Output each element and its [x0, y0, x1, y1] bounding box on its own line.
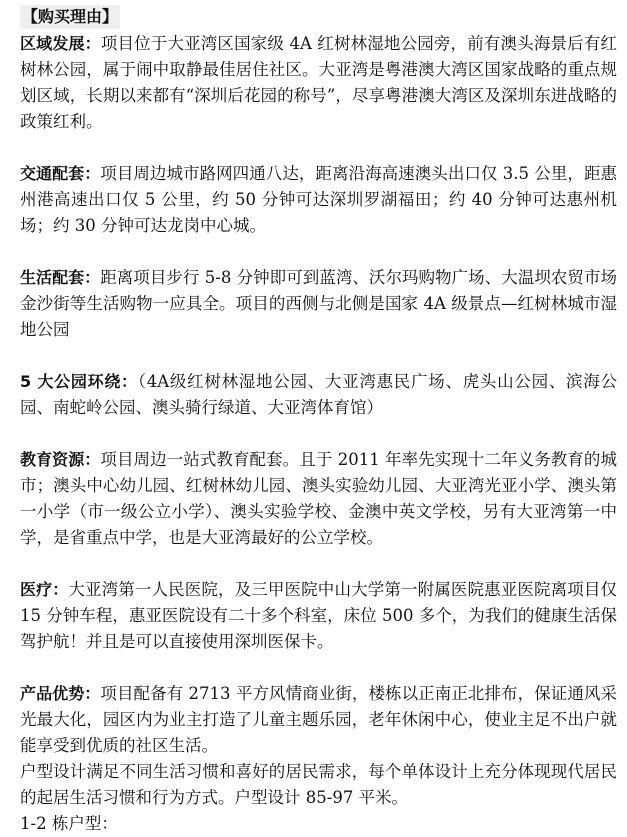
- label-product: 产品优势：: [20, 684, 101, 703]
- label-education: 教育资源：: [20, 450, 101, 469]
- paragraph-product: [20, 681, 617, 759]
- label-living: 生活配套：: [20, 268, 101, 287]
- paragraph-living: [20, 265, 617, 343]
- label-parks: 5 大公园环绕：: [20, 372, 138, 391]
- paragraph-medical: [20, 577, 617, 655]
- text-floorplan-design: 户型设计满足不同生活习惯和喜好的居民需求，每个单体设计上充分体现现代居民的起居生活习惯和行为方式。户型设计 85-97 平米。: [20, 762, 617, 807]
- label-area-development: 区域发展：: [20, 34, 101, 53]
- text-living: 距离项目步行 5-8 分钟即可到蓝湾、沃尔玛购物广场、大温坝农贸市场金沙街等生活购物一应具全。项目的西侧与北侧是国家 4A 级景点—红树林城市湿地公园: [20, 268, 617, 339]
- text-building-types: 1-2 栋户型：: [20, 814, 118, 833]
- text-education: 项目周边一站式教育配套。且于 2011 年率先实现十二年义务教育的城市；澳头中心幼儿园、红树林幼儿园、澳头实验幼儿园、大亚湾光亚小学、澳头第一小学（市一级公立小学）、澳头实验学校、金澳中英文学校，另有大亚湾第一中学，是省重点中学，也是大亚湾最好的公立学校。: [20, 450, 617, 547]
- text-medical: 大亚湾第一人民医院，及三甲医院中山大学第一附属医院惠亚医院离项目仅 15 分钟车程，惠亚医院设有二十多个科室，床位 500 多个，为我们的健康生活保驾护航！并且是可以直接使用深圳医保卡。: [20, 580, 617, 651]
- text-parks: （4A级红树林湿地公园、大亚湾惠民广场、虎头山公园、滨海公园、南蛇岭公园、澳头骑行绿道、大亚湾体育馆）: [20, 372, 617, 417]
- label-medical: 医疗：: [20, 580, 69, 599]
- paragraph-area-development: [20, 31, 617, 135]
- paragraph-parks: [20, 369, 617, 421]
- section-heading: 【购买理由】: [20, 5, 120, 29]
- paragraph-transport: [20, 161, 617, 239]
- text-transport: 项目周边城市路网四通八达，距离沿海高速澳头出口仅 3.5 公里，距惠州港高速出口仅 5 公里，约 50 分钟可达深圳罗湖福田；约 40 分钟可达惠州机场；约 30 分钟可达龙岗中心城。: [20, 164, 617, 235]
- text-area-development: 项目位于大亚湾区国家级 4A 红树林湿地公园旁，前有澳头海景后有红树林公园，属于闹中取静最佳居住社区。大亚湾是粤港澳大湾区国家战略的重点规划区域，长期以来都有“深圳后花园的称号”，尽享粤港澳大湾区及深圳东进战略的政策红利。: [20, 34, 617, 131]
- text-product: 项目配备有 2713 平方风情商业街，楼栋以正南正北排布，保证通风采光最大化，园区内为业主打造了儿童主题乐园，老年休闲中心，使业主足不出户就能享受到优质的社区生活。: [20, 684, 617, 755]
- label-transport: 交通配套：: [20, 164, 101, 183]
- paragraph-education: [20, 447, 617, 551]
